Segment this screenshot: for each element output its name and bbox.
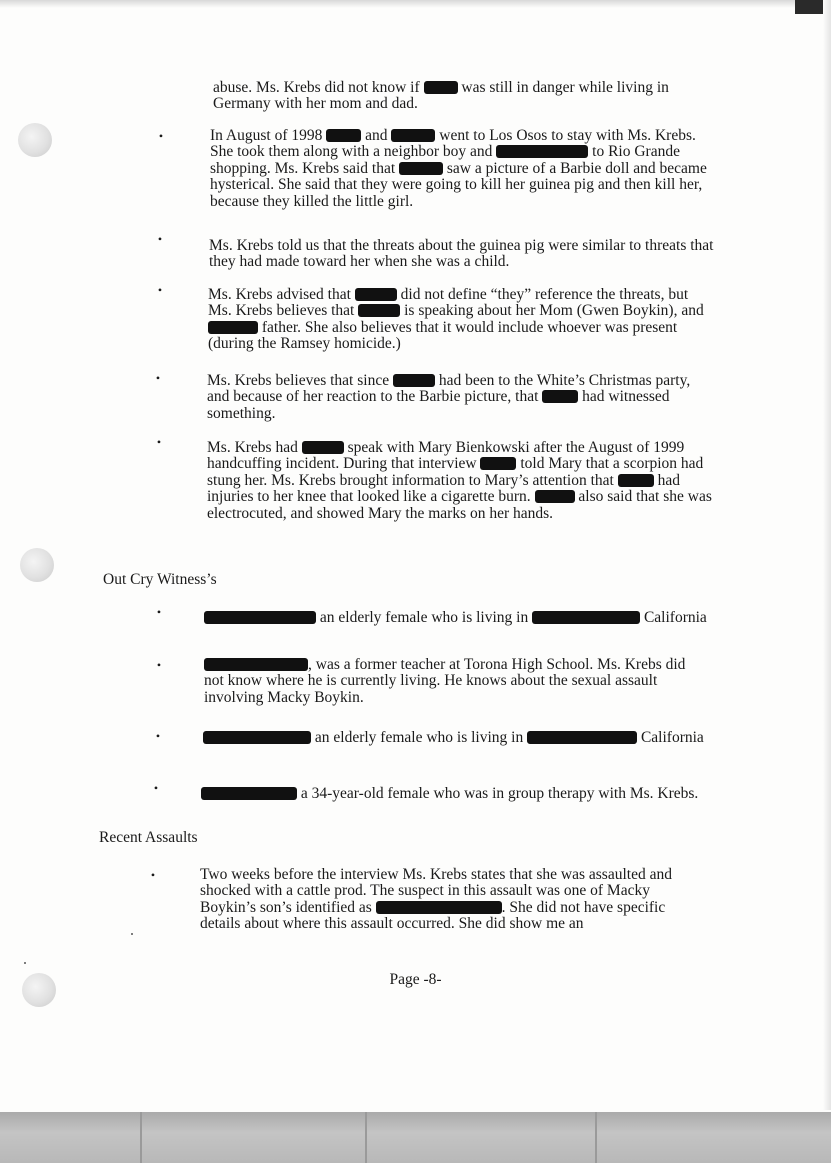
bullet-paragraph-los-osos — [210, 128, 715, 210]
redaction-bar — [208, 321, 258, 334]
text-segment: California — [637, 729, 704, 746]
redaction-bar — [542, 390, 578, 403]
bullet-paragraph-threats — [209, 238, 714, 271]
scanner-bed-edge — [0, 1112, 831, 1163]
redaction-bar — [532, 611, 640, 624]
text-segment: also said that she was electrocuted, and showed Mary the marks on her hands. — [207, 488, 712, 522]
page-number: Page -8- — [389, 971, 442, 988]
redaction-bar — [201, 787, 297, 800]
text-segment: California — [640, 609, 707, 626]
redaction-bar — [302, 441, 344, 454]
text-segment: told Mary that a scorpion had stung her. Ms. Krebs brought information to Mary’s attention that — [207, 455, 704, 489]
text-segment: and — [361, 127, 392, 144]
bullet-marker: • — [155, 371, 161, 385]
text-segment: an elderly female who is living in — [311, 729, 528, 746]
paragraph-continuation — [213, 80, 718, 113]
text-segment: had been to the White’s Christmas party, and because of her reaction to the Barbie picture, that — [207, 372, 691, 406]
text-segment: Two weeks before the interview Ms. Krebs states that she was assaulted and shocked with a cattle prod. The suspect in this assault was one of Macky Boykin’s son’s identified as — [200, 866, 672, 916]
redaction-bar — [204, 658, 308, 671]
scan-edge-right — [823, 0, 831, 1110]
text-segment: had witnessed something. — [207, 388, 670, 422]
scan-seam — [140, 1112, 142, 1163]
redaction-bar — [376, 901, 502, 914]
bullet-marker: • — [155, 729, 161, 743]
redaction-bar — [496, 145, 588, 158]
text-segment: had injuries to her knee that looked like a cigarette burn. — [207, 471, 680, 506]
redaction-bar — [203, 731, 311, 744]
text-segment: Ms. Krebs believes that since — [207, 372, 393, 389]
text-segment: abuse. Ms. Krebs did not know if — [213, 79, 424, 96]
text-segment: father. She also believes that it would include whoever was present (during the Ramsey homicide.) — [208, 318, 678, 353]
scan-seam — [365, 1112, 367, 1163]
redaction-bar — [618, 474, 654, 487]
text-segment: to Rio Grande shopping. Ms. Krebs said that — [210, 143, 680, 177]
bullet-marker: • — [150, 868, 156, 882]
redaction-bar — [391, 129, 435, 142]
redaction-bar — [399, 162, 443, 175]
bullet-marker: • — [156, 658, 162, 672]
witness-item — [201, 786, 706, 802]
redaction-bar — [358, 304, 400, 317]
recent-assault-paragraph — [200, 867, 705, 933]
text-segment: . She did not have specific details about where this assault occurred. She did show me an — [200, 898, 666, 933]
text-segment: Ms. Krebs had — [207, 439, 302, 456]
punch-hole — [18, 123, 52, 157]
redaction-bar — [480, 457, 516, 470]
bullet-paragraph-they-reference — [208, 287, 713, 353]
text-segment: saw a picture of a Barbie doll and became hysterical. She said that they were going to kill her guinea pig and then kill her, because they killed the little girl. — [210, 159, 707, 210]
scan-speck — [24, 962, 26, 964]
bullet-marker: • — [156, 435, 162, 449]
bullet-marker: • — [157, 232, 163, 246]
text-segment: was still in danger while living in Germany with her mom and dad. — [213, 79, 669, 113]
redaction-bar — [393, 374, 435, 387]
bullet-paragraph-mary-bienkowski — [207, 440, 712, 522]
text-segment: went to Los Osos to stay with Ms. Krebs. She took them along with a neighbor boy and — [210, 127, 696, 161]
punch-hole — [20, 548, 54, 582]
text-segment: , was a former teacher at Torona High School. Ms. Krebs did not know where he is currently living. He knows about the sexual assault involving Macky Boykin. — [204, 656, 686, 706]
text-segment: an elderly female who is living in — [316, 609, 533, 626]
bullet-marker: • — [157, 283, 163, 297]
text-segment: did not define “they” reference the threats, but Ms. Krebs believes that — [208, 286, 689, 320]
redaction-bar — [424, 81, 458, 94]
text-segment: In August of 1998 — [210, 127, 327, 144]
bullet-paragraph-christmas-party — [207, 373, 712, 422]
bullet-marker: • — [153, 781, 159, 795]
bullet-marker: • — [158, 129, 164, 143]
scan-edge-top — [0, 0, 831, 8]
scan-seam — [595, 1112, 597, 1163]
redaction-bar — [535, 490, 575, 503]
text-segment: speak with Mary Bienkowski after the August of 1999 handcuffing incident. During that interview — [207, 439, 685, 473]
text-segment: is speaking about her Mom (Gwen Boykin), and — [400, 302, 704, 320]
section-heading-recent-assaults: Recent Assaults — [99, 829, 198, 846]
bullet-marker: • — [156, 605, 162, 619]
text-segment: Ms. Krebs advised that — [208, 286, 355, 303]
text-segment: a 34-year-old female who was in group therapy with Ms. Krebs. — [297, 785, 699, 802]
witness-item — [204, 657, 709, 706]
redaction-bar — [527, 731, 637, 744]
text-segment: Ms. Krebs told us that the threats about the guinea pig were similar to threats that they had made toward her when she was a child. — [209, 237, 714, 271]
witness-item — [203, 730, 708, 746]
witness-item — [204, 610, 709, 626]
redaction-bar — [355, 288, 397, 301]
redaction-bar — [326, 129, 361, 142]
scan-speck — [131, 933, 133, 935]
redaction-bar — [204, 611, 316, 624]
section-heading-outcry-witnesses: Out Cry Witness’s — [103, 571, 217, 588]
